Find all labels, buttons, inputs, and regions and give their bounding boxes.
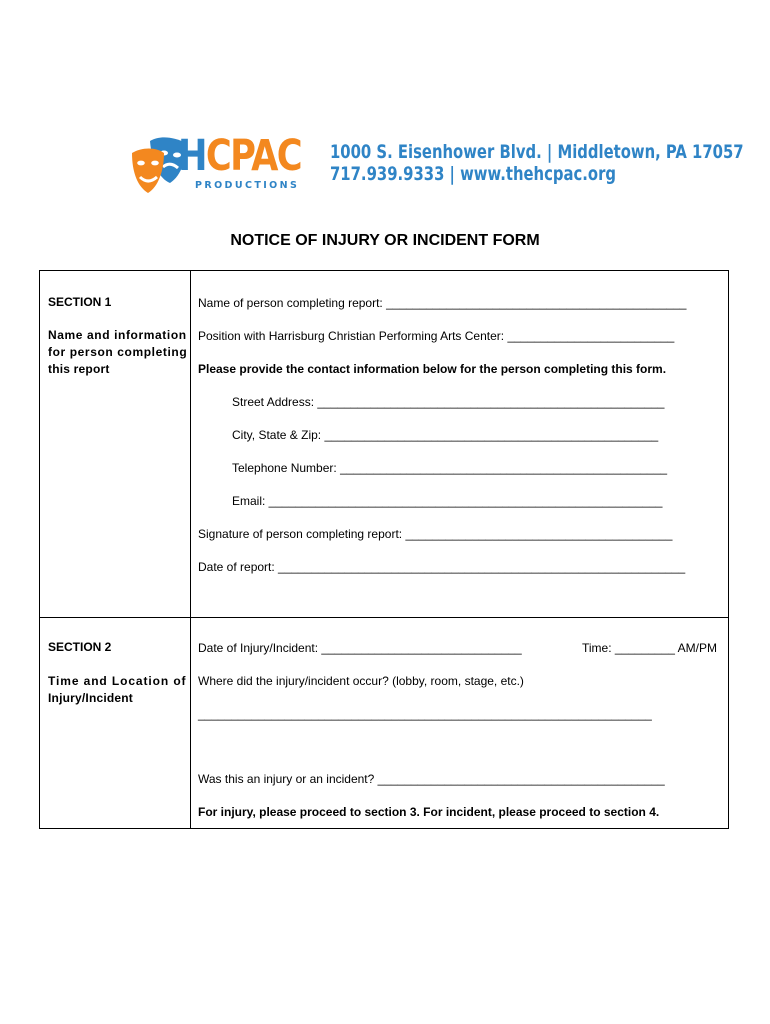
proceed-instruction: For injury, please proceed to section 3. For incident, please proceed to section 4. — [198, 805, 660, 819]
section-2-box — [39, 617, 729, 829]
name-completing-field[interactable]: Name of person completing report: _____________________________________________ — [198, 296, 687, 310]
section-1-title: SECTION 1 — [48, 295, 112, 309]
column-divider — [190, 618, 191, 828]
section-2-description-line-2: Injury/Incident — [48, 691, 134, 705]
hcpac-logo — [130, 133, 300, 195]
section-1-box — [39, 270, 729, 618]
column-divider — [190, 271, 191, 617]
section-1-description-line-2: for person completing — [48, 345, 188, 359]
date-of-report-field[interactable]: Date of report: _____________________________________________________________ — [198, 560, 686, 574]
section-2-title: SECTION 2 — [48, 640, 112, 654]
address-line-2: 717.939.9333 | www.thehcpac.org — [330, 163, 617, 185]
contact-instruction: Please provide the contact information below for the person completing this form. — [198, 362, 667, 376]
date-of-injury-field[interactable]: Date of Injury/Incident: ______________________________ — [198, 641, 522, 655]
street-address-field[interactable]: Street Address: ____________________________________________________ — [232, 395, 665, 409]
logo-subtext: PRODUCTIONS — [195, 180, 300, 191]
section-2-description-line-1: Time and Location of — [48, 674, 187, 688]
telephone-field[interactable]: Telephone Number: _________________________________________________ — [232, 461, 668, 475]
form-title: NOTICE OF INJURY OR INCIDENT FORM — [230, 232, 540, 249]
email-field[interactable]: Email: ___________________________________________________________ — [232, 494, 663, 508]
where-answer-line[interactable]: ____________________________________________________________________ — [198, 707, 652, 721]
section-1-description-line-1: Name and information — [48, 328, 187, 342]
position-field[interactable]: Position with Harrisburg Christian Performing Arts Center: _________________________ — [198, 329, 675, 343]
logo-text: HCPAC — [178, 131, 301, 181]
signature-field[interactable]: Signature of person completing report: ________________________________________ — [198, 527, 673, 541]
address-line-1: 1000 S. Eisenhower Blvd. | Middletown, PA 17057 — [330, 141, 744, 163]
injury-or-incident-field[interactable]: Was this an injury or an incident? ___________________________________________ — [198, 772, 665, 786]
logo-wordmark — [178, 133, 301, 179]
where-question: Where did the injury/incident occur? (lobby, room, stage, etc.) — [198, 674, 524, 688]
section-1-description-line-3: this report — [48, 362, 110, 376]
city-state-zip-field[interactable]: City, State & Zip: __________________________________________________ — [232, 428, 659, 442]
time-field[interactable]: Time: _________ AM/PM — [582, 641, 717, 655]
